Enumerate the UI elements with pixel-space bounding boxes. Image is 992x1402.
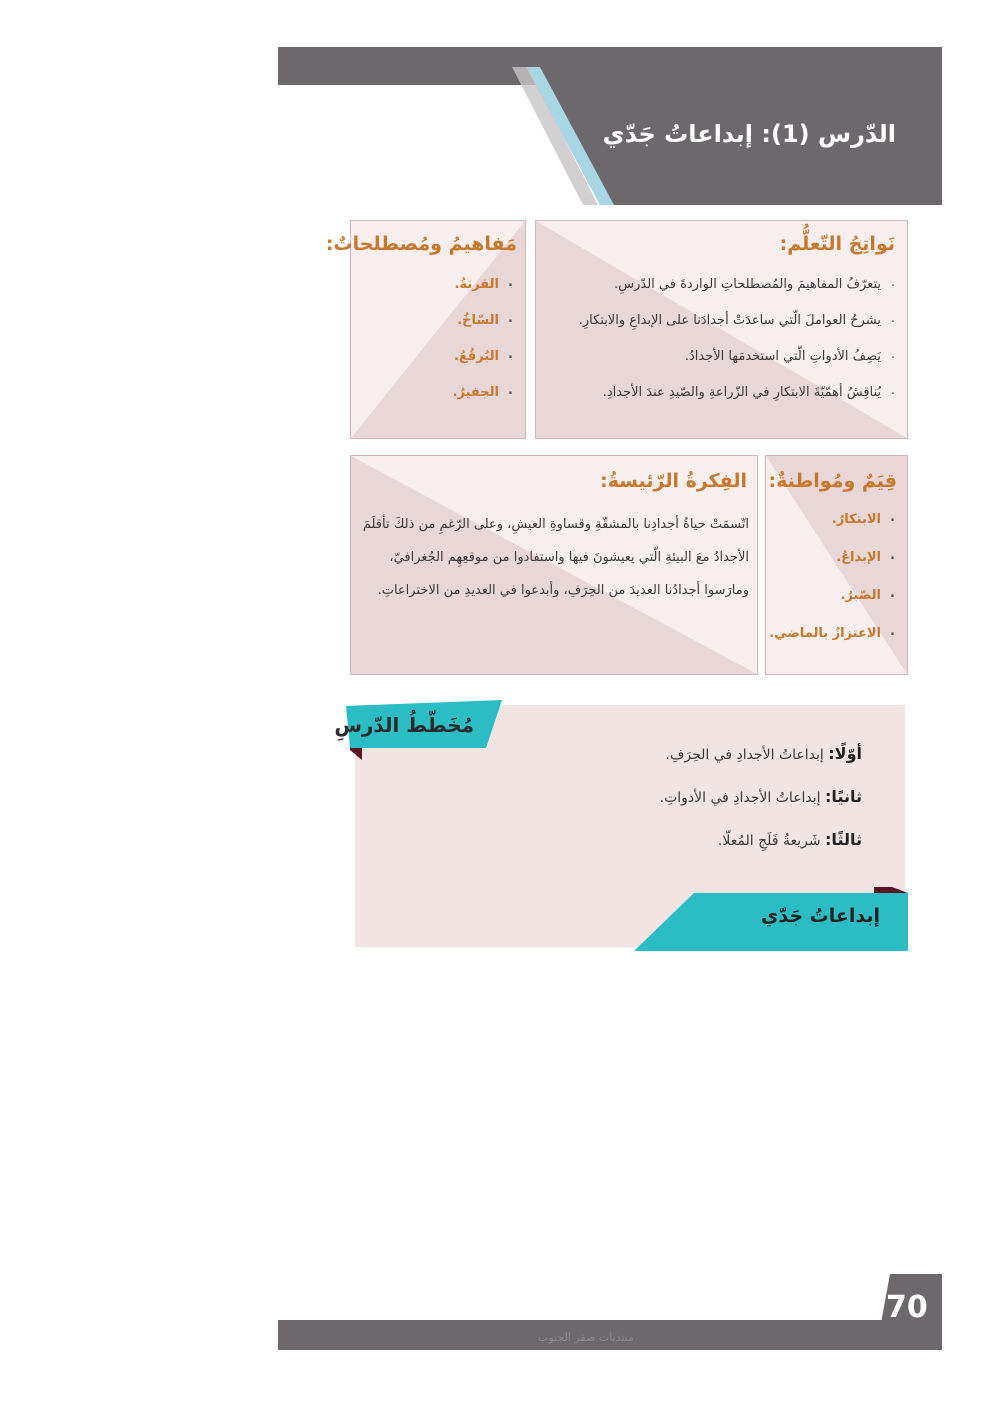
list-item xyxy=(660,819,862,862)
page-number: 70 xyxy=(886,1290,928,1325)
concepts-title: مَفاهيمُ ومُصطلحاتٌ: xyxy=(325,233,517,255)
list-item: . السّاخُ. xyxy=(453,313,517,349)
main-idea-line: اتّسمَتْ حياةُ أجدادِنا بالمشقّةِ وقساوةِ العيشِ، وعلى الرّغمِ من ذلكَ تأقلَمَ xyxy=(362,517,749,532)
watermark: منتديات صقر الجنوب xyxy=(538,1331,634,1344)
values-list xyxy=(769,512,899,664)
list-item: . الجفيرُ. xyxy=(453,385,517,421)
list-item: . يُناقِشُ أهمّيّةَ الابتكارِ في الزّراعةِ والصّيدِ عندَ الأجدادِ. xyxy=(579,385,899,421)
lesson-plan-title: مُخَطّطُ الدّرسِ xyxy=(334,713,474,737)
plan-item-label: ثالثًا: xyxy=(825,830,862,849)
list-item: . الإبداعُ. xyxy=(769,550,899,588)
plan-item-label: أوّلًا: xyxy=(828,744,862,763)
concepts-list xyxy=(453,277,517,421)
list-item: . البُرقُعُ. xyxy=(453,349,517,385)
plan-item-text: شَريعةُ فَلَجِ المُعلّا. xyxy=(717,833,821,849)
list-item: . يَصِفُ الأدواتِ الّتي استخدمَها الأجدادُ. xyxy=(579,349,899,385)
list-item: . يشرحُ العواملَ الّتي ساعدَتْ أجدادَنا على الإبداعِ والابتكارِ. xyxy=(579,313,899,349)
list-item: . الاعتزازُ بالماضي. xyxy=(769,626,899,664)
main-idea-line: الأجدادُ معَ البيئةِ الّتي يعيشونَ فيها واستفادوا من موقعِهِم الجُغرافيّ، xyxy=(389,550,749,565)
outcomes-list xyxy=(579,277,899,421)
plan-item-label: ثانيًا: xyxy=(825,787,862,806)
list-item xyxy=(660,733,862,776)
list-item: . يتعرّفُ المفاهيمَ والمُصطلحاتِ الواردةَ في الدّرسِ. xyxy=(579,277,899,313)
outcomes-title: نَواتِجُ التّعلُّم: xyxy=(779,233,895,255)
list-item: . الابتكارُ. xyxy=(769,512,899,550)
list-item: . القرنةُ. xyxy=(453,277,517,313)
lesson-title: الدّرس (1): إبداعاتُ جَدّي xyxy=(602,120,896,148)
concepts-box xyxy=(325,220,526,439)
values-box xyxy=(765,455,908,675)
list-item xyxy=(660,776,862,819)
values-title: قِيَمٌ ومُواطنةٌ: xyxy=(768,470,897,492)
main-idea-text xyxy=(363,508,749,607)
plan-item-text: إبداعاتُ الأجدادِ في الأدواتِ. xyxy=(659,790,821,806)
plan-item-text: إبداعاتُ الأجدادِ في الحِرَفِ. xyxy=(665,747,824,763)
lesson-plan-list xyxy=(660,733,862,862)
main-idea-title: الفِكرةُ الرّئيسةُ: xyxy=(600,470,747,492)
lesson-plan-cta-text: إبداعاتُ جَدّي xyxy=(760,905,880,927)
main-idea-box xyxy=(350,455,758,675)
outcomes-box xyxy=(535,220,908,439)
main-idea-line: ومارَسوا أجدادُنا العديدَ من الحِرَفِ، وأبدعوا في العديدِ من الاختراعاتِ. xyxy=(377,583,749,598)
list-item: . الصّبرُ. xyxy=(769,588,899,626)
